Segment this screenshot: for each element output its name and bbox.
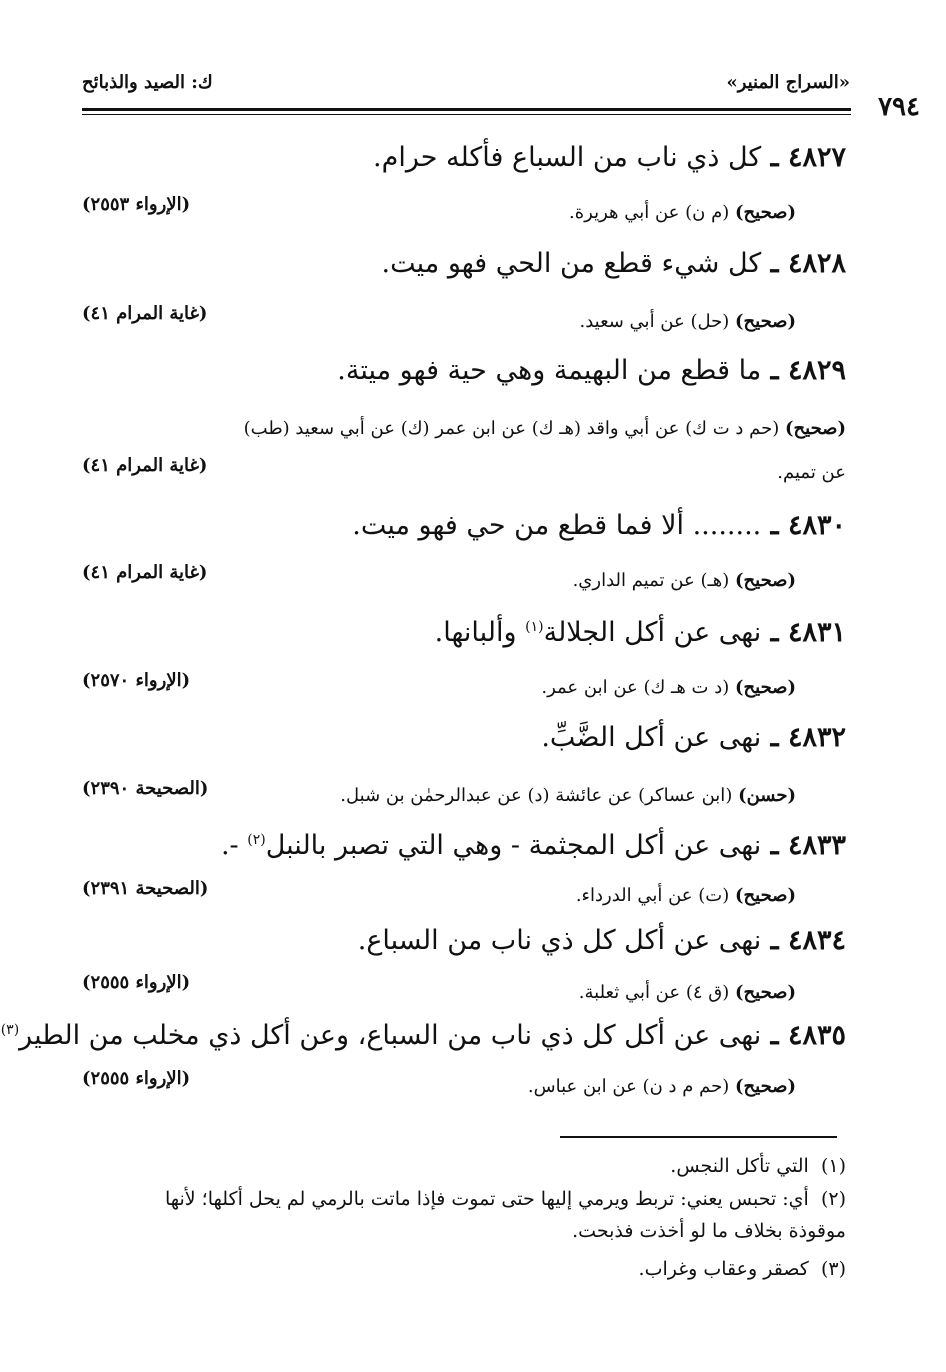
hadith-number: ٤٨٣٢ — [787, 722, 846, 753]
hadith-narrator-continued: عن تميم. — [777, 462, 846, 483]
footnote — [165, 1188, 846, 1210]
header-rule-thin — [82, 114, 851, 115]
hadith-reference: (غاية المرام ٤١) — [82, 455, 208, 476]
hadith-reference: (الصحيحة ٢٣٩٠) — [82, 778, 209, 799]
hadith-number: ٤٨٣٠ — [787, 510, 846, 541]
footnote-mark: (٣) — [820, 1258, 846, 1280]
page-number: ٧٩٤ — [878, 92, 920, 122]
hadith-reference: (الإرواء ٢٥٥٥) — [82, 1068, 191, 1089]
hadith-text-end: وألبانها. — [434, 617, 526, 648]
hadith-narrator: (هـ) عن تميم الداري. — [572, 570, 730, 591]
hadith-entry: ٤٨٣١ ـ نهى عن أكل الجلالة$^{(١)}$ وألبانها. — [434, 617, 846, 648]
hadith-entry: ٤٨٢٧ ـ كل ذي ناب من السباع فأكله حرام. — [373, 142, 846, 173]
hadith-number: ٤٨٣٤ — [787, 925, 846, 956]
footnote — [670, 1155, 846, 1177]
hadith-entry: ٤٨٣٠ ـ ........ ألا فما قطع من حي فهو ميت. — [352, 510, 846, 541]
hadith-source — [340, 785, 796, 806]
hadith-grade: (صحيح) — [735, 570, 796, 591]
header-rule — [82, 108, 851, 111]
hadith-source — [528, 1076, 796, 1097]
hadith-grade: (صحيح) — [735, 202, 796, 223]
footnote-marker[interactable]: (٢) — [247, 832, 266, 848]
footnote-continued: موقوذة بخلاف ما لو أخذت فذبحت. — [572, 1220, 846, 1242]
hadith-reference: (الإرواء ٢٥٥٣) — [82, 194, 191, 215]
hadith-entry: ٤٨٣٥ ـ نهى عن أكل كل ذي ناب من السباع، وعن أكل ذي مخلب من الطير$^{(٣)}$ — [0, 1020, 846, 1051]
hadith-entry: ٤٨٣٣ ـ نهى عن أكل المجثمة - وهي التي تصبر بالنبل$^{(٢)}$ -. — [220, 830, 846, 861]
footnote — [639, 1258, 846, 1280]
hadith-source — [579, 311, 796, 332]
hadith-entry: ٤٨٣٢ ـ نهى عن أكل الضَّبِّ. — [541, 722, 846, 753]
hadith-narrator: (د ت هـ ك) عن ابن عمر. — [541, 677, 730, 698]
hadith-text-end: -. — [220, 830, 248, 861]
hadith-narrator: (م ن) عن أبي هريرة. — [568, 202, 730, 223]
footnote-marker[interactable]: (١) — [525, 619, 544, 635]
hadith-reference: (الإرواء ٢٥٥٥) — [82, 972, 191, 993]
hadith-number: ٤٨٣٣ — [787, 830, 846, 861]
hadith-number: ٤٨٢٧ — [787, 142, 846, 173]
hadith-number: ٤٨٢٨ — [787, 248, 846, 279]
running-title: «السراج المنير» — [726, 72, 850, 93]
hadith-text: نهى عن أكل كل ذي ناب من السباع. — [357, 925, 762, 956]
hadith-source — [579, 982, 796, 1003]
hadith-source — [541, 677, 796, 698]
hadith-grade: (صحيح) — [735, 982, 796, 1003]
hadith-entry: ٤٨٣٤ ـ نهى عن أكل كل ذي ناب من السباع. — [357, 925, 846, 956]
hadith-grade: (صحيح) — [735, 885, 796, 906]
footnote-mark: (١) — [820, 1155, 846, 1177]
hadith-text: كل شيء قطع من الحي فهو ميت. — [381, 248, 762, 279]
hadith-number: ٤٨٣٥ — [787, 1020, 846, 1051]
hadith-text: نهى عن أكل الجلالة — [543, 617, 762, 648]
chapter-title: ك: الصيد والذبائح — [82, 72, 213, 93]
hadith-source — [244, 418, 846, 439]
hadith-reference: (غاية المرام ٤١) — [82, 562, 208, 583]
footnote-rule — [560, 1136, 837, 1138]
hadith-narrator: (ت) عن أبي الدرداء. — [575, 885, 730, 906]
hadith-number: ٤٨٣١ — [787, 617, 846, 648]
footnote-text: التي تأكل النجس. — [670, 1155, 809, 1177]
hadith-entry: ٤٨٢٨ ـ كل شيء قطع من الحي فهو ميت. — [381, 248, 846, 279]
hadith-text: ........ ألا فما قطع من حي فهو ميت. — [352, 510, 762, 541]
hadith-narrator: (حم د ت ك) عن أبي واقد (هـ ك) عن ابن عمر (ك) عن أبي سعيد (طب) — [243, 418, 780, 439]
hadith-narrator: (ق ٤) عن أبي ثعلبة. — [578, 982, 730, 1003]
hadith-grade: (صحيح) — [735, 677, 796, 698]
hadith-text: نهى عن أكل كل ذي ناب من السباع، وعن أكل ذي مخلب من الطير — [19, 1020, 762, 1051]
footnote-marker[interactable]: (٣) — [0, 1022, 20, 1038]
footnote-mark: (٢) — [820, 1188, 846, 1210]
hadith-grade: (صحيح) — [735, 311, 796, 332]
hadith-narrator: (حم م د ن) عن ابن عباس. — [527, 1076, 730, 1097]
hadith-source — [576, 885, 796, 906]
hadith-text: نهى عن أكل المجثمة - وهي التي تصبر بالنبل — [265, 830, 762, 861]
hadith-reference: (غاية المرام ٤١) — [82, 303, 208, 324]
footnote-text: كصقر وعقاب وغراب. — [638, 1258, 809, 1280]
hadith-grade: (صحيح) — [785, 418, 846, 439]
hadith-reference: (الصحيحة ٢٣٩١) — [82, 878, 209, 899]
hadith-text: ما قطع من البهيمة وهي حية فهو ميتة. — [337, 355, 762, 386]
hadith-number: ٤٨٢٩ — [787, 355, 846, 386]
hadith-narrator: (حل) عن أبي سعيد. — [579, 311, 730, 332]
hadith-entry: ٤٨٢٩ ـ ما قطع من البهيمة وهي حية فهو ميتة. — [337, 355, 846, 386]
hadith-source — [569, 202, 796, 223]
hadith-text: نهى عن أكل الضَّبِّ. — [541, 722, 762, 753]
hadith-text: كل ذي ناب من السباع فأكله حرام. — [373, 142, 762, 173]
footnote-text: أي: تحبس يعني: تربط ويرمي إليها حتى تموت فإذا ماتت بالرمي لم يحل أكلها؛ لأنها — [164, 1188, 809, 1210]
hadith-narrator: (ابن عساكر) عن عائشة (د) عن عبدالرحمٰن بن شبل. — [340, 785, 733, 806]
hadith-source — [573, 570, 796, 591]
hadith-reference: (الإرواء ٢٥٧٠) — [82, 670, 191, 691]
hadith-grade: (صحيح) — [735, 1076, 796, 1097]
hadith-grade: (حسن) — [738, 785, 796, 806]
